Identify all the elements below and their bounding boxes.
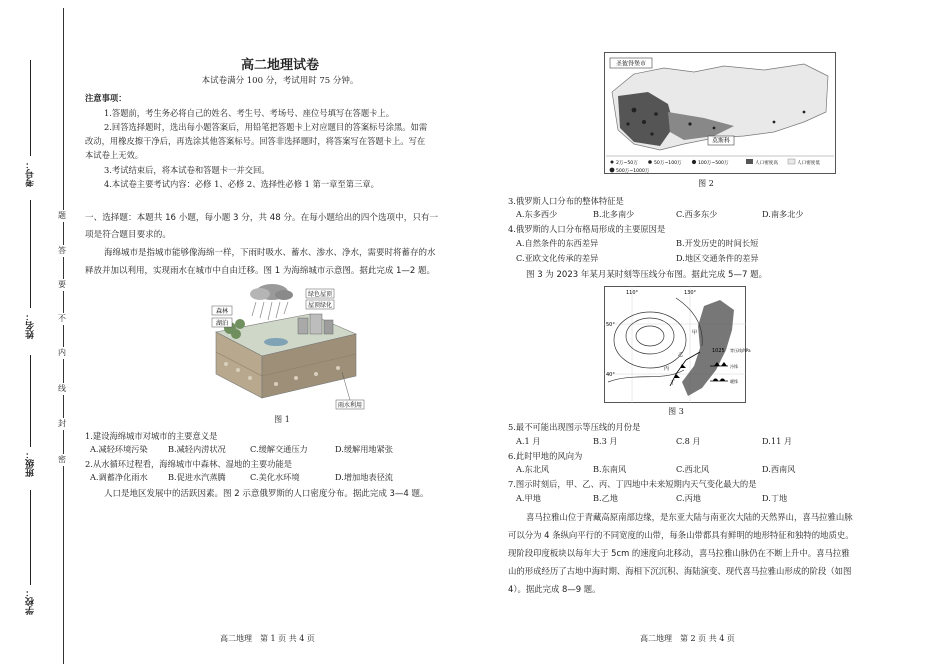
q1-option-a[interactable]: A.减轻环境污染 xyxy=(90,444,148,454)
figure3-caption: 图 3 xyxy=(668,407,684,416)
q3-option-c[interactable]: C.西多东少 xyxy=(676,209,718,219)
figure2-legend: 人口密度高 xyxy=(755,161,778,166)
question-stem: 7.图示时刻后，甲、乙、丙、丁四地中未来短期内天气变化最大的是 xyxy=(508,479,757,489)
seal-char: 密 xyxy=(58,455,66,464)
binding-line xyxy=(63,8,64,664)
seal-char: 要 xyxy=(58,280,66,289)
figure2-legend: 人口密度低 xyxy=(797,161,820,166)
figure2-map-title: 圣彼得堡市 xyxy=(615,60,647,68)
q7-option-c[interactable]: C.丙地 xyxy=(676,493,701,503)
exam-number-blank[interactable] xyxy=(30,60,31,156)
figure2-caption: 图 2 xyxy=(698,179,714,188)
figure3-legend: 暖锋 xyxy=(730,379,738,384)
figure1-label: 屋顶绿化 xyxy=(307,302,333,309)
q3-option-a[interactable]: A.东多西少 xyxy=(516,209,558,219)
question-stem: 2.从水循环过程看，海绵城市中森林、湿地的主要功能是 xyxy=(85,459,293,469)
q4-option-c[interactable]: C.亚欧文化传承的差异 xyxy=(516,253,599,263)
passage-text: 山的形成经历了古地中海时期、海相下沉沉积、海陆演变、现代喜马拉雅山形成的阶段（如图 xyxy=(508,566,852,576)
school-blank[interactable] xyxy=(30,490,31,585)
passage-text: 4）。据此完成 8—9 题。 xyxy=(508,584,601,594)
seal-char: 封 xyxy=(58,419,66,428)
notes-item: 3.考试结束后，将本试卷和答题卡一并交回。 xyxy=(104,165,270,175)
q6-option-c[interactable]: C.西北风 xyxy=(676,464,710,474)
question-stem: 4.俄罗斯的人口分布格局形成的主要原因是 xyxy=(508,224,666,234)
isobar-map xyxy=(604,286,751,403)
figure3-lon-label: 130° xyxy=(684,290,697,296)
q1-option-d[interactable]: D.缓解用地紧张 xyxy=(335,444,393,454)
q2-option-d[interactable]: D.增加地表径流 xyxy=(335,472,393,482)
class-label: 班级： xyxy=(26,450,36,477)
figure3-point: 丁 xyxy=(670,380,676,386)
figure2-legend: 500万~1000万 xyxy=(616,169,650,174)
q4-option-a[interactable]: A.自然条件的东西差异 xyxy=(516,238,599,248)
figure1-caption: 图 1 xyxy=(274,415,290,424)
seal-char: 内 xyxy=(58,348,66,357)
figure2-legend: 50万~100万 xyxy=(654,161,682,166)
class-blank[interactable] xyxy=(30,355,31,447)
name-label: 姓名： xyxy=(26,312,36,339)
question-stem: 6.此时甲地的风向为 xyxy=(508,451,583,461)
seal-char: 线 xyxy=(58,384,66,393)
figure3-point: 甲 xyxy=(692,330,698,336)
passage-text: 喜马拉雅山位于青藏高原南部边缘，是东亚大陆与南亚次大陆的天然界山，喜马拉雅山脉 xyxy=(526,512,853,522)
q4-option-d[interactable]: D.地区交通条件的差异 xyxy=(676,253,759,263)
q2-option-a[interactable]: A.调蓄净化雨水 xyxy=(90,472,148,482)
notes-item: 改动，用橡皮擦干净后，再选涂其他答案标号。回答非选择题时，将答案写在答题卡上。写在 xyxy=(85,136,426,146)
question-stem: 3.俄罗斯人口分布的整体特征是 xyxy=(508,196,624,206)
figure1-label: 湖泊 xyxy=(215,320,229,327)
sponge-city-figure xyxy=(206,280,366,412)
figure1-label: 雨水利用 xyxy=(337,402,363,409)
q6-option-a[interactable]: A.东北风 xyxy=(516,464,550,474)
q4-option-b[interactable]: B.开发历史的时间长短 xyxy=(676,238,759,248)
passage-text: 图 3 为 2023 年某月某时刻等压线分布图。据此完成 5—7 题。 xyxy=(526,270,768,280)
q5-option-c[interactable]: C.8 月 xyxy=(676,436,701,446)
figure1-label: 森林 xyxy=(215,308,229,315)
figure3-point: 丙 xyxy=(664,366,670,372)
q2-option-c[interactable]: C.美化水环境 xyxy=(250,472,300,482)
figure3-legend: 冷锋 xyxy=(730,364,738,369)
figure3-point: 乙 xyxy=(678,352,684,358)
notes-item: 1.答题前，考生务必将自己的姓名、考生号、考场号、座位号填写在答题卡上。 xyxy=(104,108,395,118)
page-footer-left: 高二地理 第 1 页 共 4 页 xyxy=(220,634,315,643)
school-label: 学校： xyxy=(26,588,36,615)
notes-heading: 注意事项： xyxy=(85,93,127,103)
figure3-lon-label: 110° xyxy=(626,290,639,296)
passage-text: 现阶段印度板块以每年大于 5cm 的速度向北移动，喜马拉雅山脉仍在不断上升中。喜马拉雅 xyxy=(508,548,850,558)
notes-item: 4.本试卷主要考试内容：必修 1、必修 2、选择性必修 1 第一章至第三章。 xyxy=(104,179,379,189)
figure3-legend: 等压线/hPa xyxy=(730,348,751,353)
notes-item: 2.回答选择题时，选出每小题答案后，用铅笔把答题卡上对应题目的答案标号涂黑。如需 xyxy=(104,122,428,132)
figure3-lat-label: 40° xyxy=(606,372,615,378)
passage-text: 人口是地区发展中的活跃因素。图 2 示意俄罗斯的人口密度分布。据此完成 3—4 题。 xyxy=(104,489,429,499)
name-blank[interactable] xyxy=(30,200,31,308)
section-heading-cont: 项是符合题目要求的。 xyxy=(85,230,171,240)
question-stem: 5.最不可能出现图示等压线的月份是 xyxy=(508,422,641,432)
q5-option-d[interactable]: D.11 月 xyxy=(762,436,793,446)
passage-text: 海绵城市是指城市能够像海绵一样，下雨时吸水、蓄水、渗水、净水，需要时将蓄存的水 xyxy=(104,248,436,258)
q5-option-a[interactable]: A.1 月 xyxy=(516,436,541,446)
passage-text: 可以分为 4 条纵向平行的不同宽度的山带，每条山带都具有鲜明的地形特征和独特的地质史。 xyxy=(508,530,854,540)
figure2-city-label: 莫斯科 xyxy=(711,137,731,145)
exam-info: 本试卷满分 100 分，考试用时 75 分钟。 xyxy=(201,76,359,86)
q3-option-d[interactable]: D.南多北少 xyxy=(762,209,804,219)
q2-option-b[interactable]: B.促进水汽蒸腾 xyxy=(168,472,226,482)
page-footer-right: 高二地理 第 2 页 共 4 页 xyxy=(640,634,735,643)
figure1-label: 绿色屋顶 xyxy=(307,291,333,298)
seal-char: 题 xyxy=(58,211,66,220)
q3-option-b[interactable]: B.北多南少 xyxy=(593,209,635,219)
page-title: 高二地理试卷 xyxy=(240,58,319,73)
figure3-lat-label: 50° xyxy=(606,322,615,328)
q6-option-b[interactable]: B.东南风 xyxy=(593,464,627,474)
question-stem: 1.建设海绵城市对城市的主要意义是 xyxy=(85,431,218,441)
q5-option-b[interactable]: B.3 月 xyxy=(593,436,618,446)
russia-population-map xyxy=(604,52,836,174)
figure3-pressure-value: 1025 xyxy=(712,348,725,354)
figure2-legend: 100万~500万 xyxy=(698,161,729,166)
exam-number-label: 考号： xyxy=(26,160,36,187)
q7-option-a[interactable]: A.甲地 xyxy=(516,493,541,503)
q1-option-c[interactable]: C.缓解交通压力 xyxy=(250,444,308,454)
q6-option-d[interactable]: D.西南风 xyxy=(762,464,796,474)
notes-item: 本试卷上无效。 xyxy=(85,150,144,160)
seal-char: 答 xyxy=(58,246,66,255)
section-heading: 一、选择题：本题共 16 小题，每小题 3 分，共 48 分。在每小题给出的四个选项中，只有一 xyxy=(85,213,439,223)
q7-option-b[interactable]: B.乙地 xyxy=(593,493,618,503)
passage-text: 释放并加以利用，实现雨水在城市中自由迁移。图 1 为海绵城市示意图。据此完成 1—2 题。 xyxy=(85,266,436,276)
q7-option-d[interactable]: D.丁地 xyxy=(762,493,788,503)
q1-option-b[interactable]: B.减轻内涝状况 xyxy=(168,444,226,454)
figure2-legend: 2万~50万 xyxy=(616,161,638,166)
seal-char: 不 xyxy=(58,314,66,323)
